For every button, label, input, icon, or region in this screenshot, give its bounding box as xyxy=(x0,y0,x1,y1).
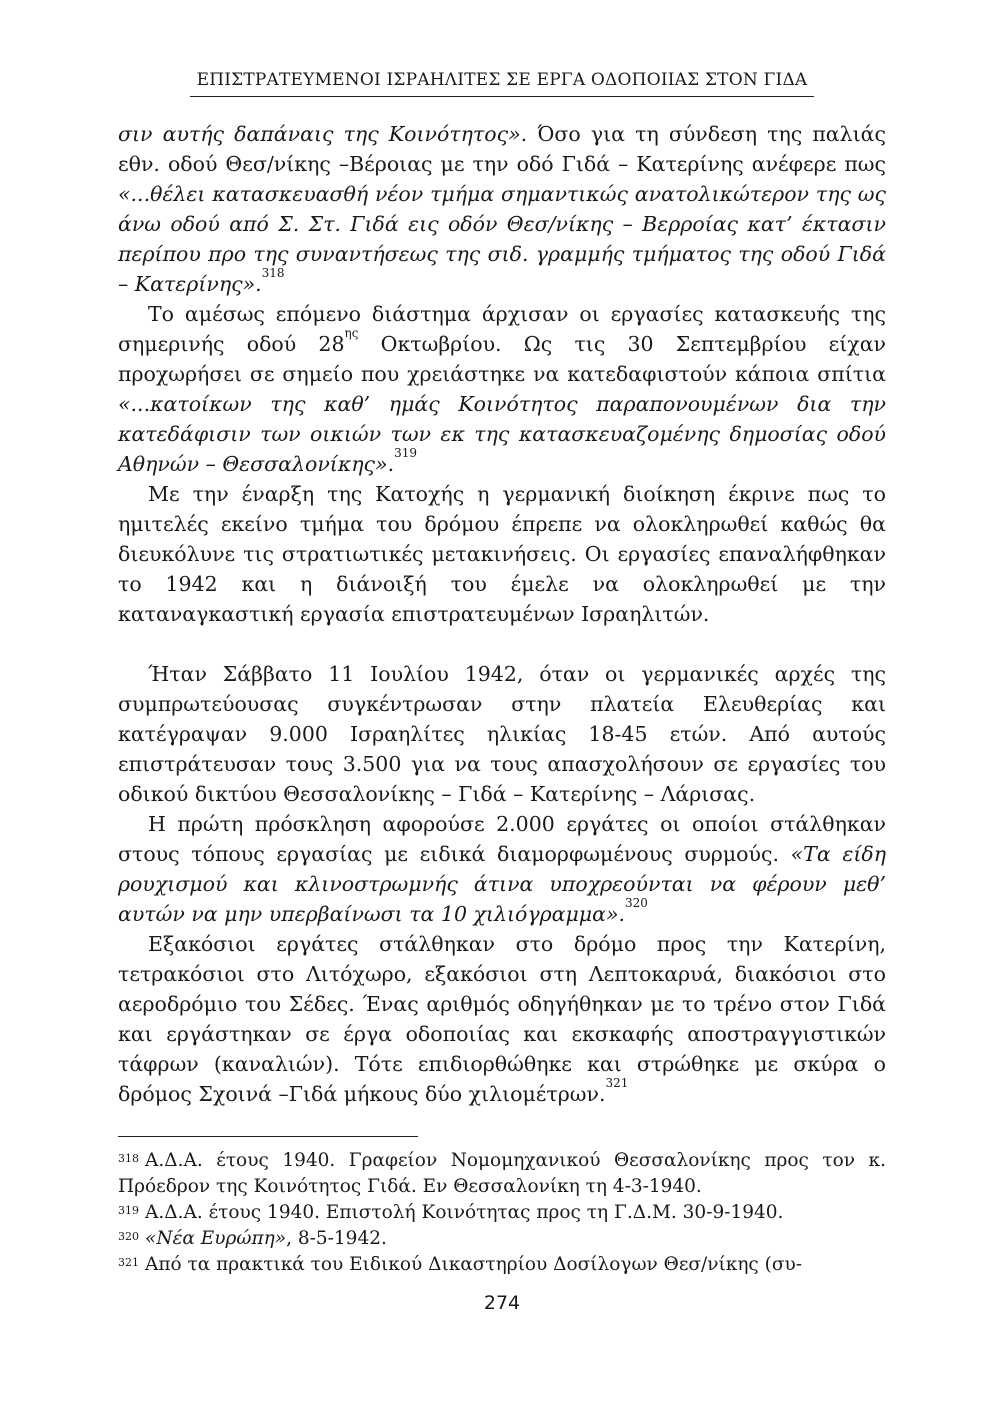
footnotes xyxy=(118,1148,886,1278)
footnote-ref-318[interactable]: 318 xyxy=(261,266,285,280)
ordinal-suffix: ης xyxy=(344,326,359,340)
paragraph-text: Όσο για τη σύνδεση της παλιάς εθν. οδού Θεσ/νίκης –Βέροιας με την οδό Γιδά – Κατερίνης ανέφερε πως xyxy=(118,122,887,176)
footnote-318 xyxy=(118,1148,886,1200)
paragraph-4: Ήταν Σάββατο 11 Ιουλίου 1942, όταν οι γερμανικές αρχές της συμπρωτεύουσας συγκέντρωσαν στην πλατεία Ελευθερίας και κατέγραψαν 9.000 Ισραηλίτες ηλικίας 18-45 ετών. Από αυτούς επιστράτευσαν τους 3.500 για να τους απασχολήσουν σε εργασίες του οδικού δικτύου Θεσσαλονίκης – Γιδά – Κατερίνης – Λάρισας. xyxy=(118,662,886,806)
running-header: ΕΠΙΣΤΡΑΤΕΥΜΕΝΟΙ ΙΣΡΑΗΛΙΤΕΣ ΣΕ ΕΡΓΑ ΟΔΟΠΟΙΙΑΣ ΣΤΟΝ ΓΙΔΑ xyxy=(196,70,808,90)
header-rule xyxy=(190,96,814,97)
footnote-text: Από τα πρακτικά του Ειδικού Δικαστηρίου Δοσίλογων Θεσ/νίκης (συ- xyxy=(145,1254,803,1275)
paragraph-text: Η πρώτη πρόσκληση αφορούσε 2.000 εργάτες οι οποίοι στάλθηκαν στους τόπους εργασίας με ειδικά διαμορφωμένους συρμούς. xyxy=(118,812,886,866)
footnote-rule xyxy=(118,1136,418,1137)
footnote-ref-319[interactable]: 319 xyxy=(394,446,417,460)
footnote-number: 319 xyxy=(118,1204,139,1217)
paragraph-2 xyxy=(118,299,886,479)
footnote-number: 321 xyxy=(118,1256,139,1269)
quote-text: σιν αυτής δαπάναις της Κοινότητος». xyxy=(118,122,528,146)
quote-text: «...θέλει κατασκευασθή νέον τμήμα σημαντικώς ανατολικώτερον της ως άνω οδού από Σ. Στ. Γιδά εις οδόν Θεσ/νίκης – Βερροίας κατ’ έκτασιν περίπου προ της συναντήσεως της σιδ. γραμμής τμήματος της οδού Γιδά – Κατερίνης». xyxy=(118,182,886,296)
footnote-number: 320 xyxy=(118,1230,139,1243)
paragraph-3: Με την έναρξη της Κατοχής η γερμανική διοίκηση έκρινε πως το ημιτελές εκείνο τμήμα του δρόμου έπρεπε να ολοκληρωθεί καθώς θα διευκόλυνε τις στρατιωτικές μετακινήσεις. Οι εργασίες επαναλήφθηκαν το 1942 και η διάνοιξή του έμελε να ολοκληρωθεί με την καταναγκαστική εργασία επιστρατευμένων Ισραηλιτών. xyxy=(118,482,886,626)
paragraph-1 xyxy=(118,119,886,299)
paragraph-text: Οκτωβρίου. Ως τις 30 Σεπτεμβρίου είχαν προχωρήσει σε σημείο που χρειάστηκε να κατεδαφιστούν κάποια σπίτια xyxy=(118,332,887,386)
footnote-number: 318 xyxy=(118,1152,139,1165)
paragraph-5 xyxy=(118,809,886,929)
quote-text: «...κατοίκων της καθ’ ημάς Κοινότητος παραπονουμένων δια την κατεδάφισιν των οικιών των εκ της κατασκευαζομένης δημοσίας οδού Αθηνών – Θεσσαλονίκης». xyxy=(118,392,886,476)
paragraph-text: Το αμέσως επόμενο διάστημα άρχισαν οι εργασίες κατασκευής της σημερινής οδού 28 xyxy=(118,302,886,356)
footnote-text: Α.Δ.Α. έτους 1940. Επιστολή Κοινότητας προς τη Γ.Δ.Μ. 30-9-1940. xyxy=(145,1202,784,1223)
body-text xyxy=(118,119,886,1109)
footnote-ref-321[interactable]: 321 xyxy=(605,1076,629,1090)
footnote-320 xyxy=(118,1226,886,1252)
paragraph-6 xyxy=(118,929,886,1109)
quote-text: «Τα είδη ρουχισμού και κλινοστρωμνής άτινα υποχρεούνται να φέρουν μεθ’ αυτών να μην υπερβαίνωσι τα 10 χιλιόγραμμα». xyxy=(118,842,886,926)
page-number: 274 xyxy=(483,1292,521,1314)
footnote-source-title: «Νέα Ευρώπη» xyxy=(145,1228,287,1249)
footnote-text: Α.Δ.Α. έτους 1940. Γραφείον Νομομηχανικού Θεσσαλονίκης προς τον κ. Πρόεδρον της Κοινότητος Γιδά. Εν Θεσσαλονίκη τη 4-3-1940. xyxy=(118,1150,886,1197)
footnote-text: , 8-5-1942. xyxy=(286,1228,387,1249)
paragraph-text: Εξακόσιοι εργάτες στάλθηκαν στο δρόμο προς την Κατερίνη, τετρακόσιοι στο Λιτόχωρο, εξακόσιοι στη Λεπτοκαρυά, διακόσιοι στο αεροδρόμιο του Σέδες. Ένας αριθμός οδηγήθηκαν με το τρένο στον Γιδά και εργάστηκαν σε έργα οδοποιίας και εκσκαφής αποστραγγιστικών τάφρων (καναλιών). Τότε επιδιορθώθηκε και στρώθηκε με σκύρα ο δρόμος Σχοινά –Γιδά μήκους δύο χιλιομέτρων. xyxy=(118,932,886,1106)
footnote-ref-320[interactable]: 320 xyxy=(625,896,648,910)
footnote-321 xyxy=(118,1252,886,1278)
footnote-319 xyxy=(118,1200,886,1226)
